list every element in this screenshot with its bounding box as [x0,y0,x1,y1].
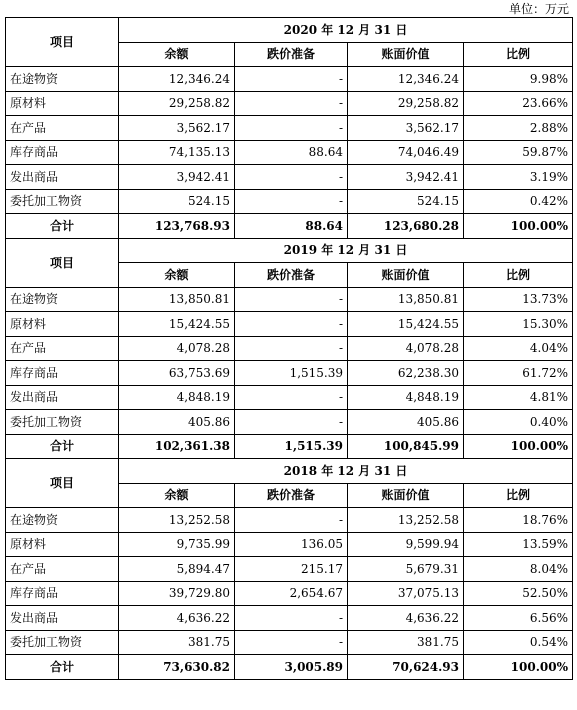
row-balance: 4,848.19 [119,385,235,410]
row-ratio: 4.04% [464,336,573,361]
row-name: 委托加工物资 [6,630,119,655]
balance-column-header: 余额 [119,263,235,288]
total-balance: 102,361.38 [119,434,235,459]
row-book-value: 405.86 [348,410,464,435]
table-row [6,91,573,116]
row-ratio: 15.30% [464,312,573,337]
row-book-value: 381.75 [348,630,464,655]
total-label: 合计 [6,655,119,680]
total-ratio: 100.00% [464,214,573,239]
total-reserve: 1,515.39 [235,434,348,459]
table-row [6,189,573,214]
row-book-value: 9,599.94 [348,532,464,557]
row-name: 原材料 [6,312,119,337]
row-name: 在产品 [6,557,119,582]
table-row [6,312,573,337]
table-row [6,165,573,190]
section-header-row [6,459,573,484]
balance-column-header: 余额 [119,483,235,508]
item-column-header: 项目 [6,18,119,67]
row-name: 库存商品 [6,140,119,165]
row-ratio: 59.87% [464,140,573,165]
row-name: 委托加工物资 [6,189,119,214]
table-row [6,287,573,312]
row-reserve: 1,515.39 [235,361,348,386]
inventory-table [5,17,573,680]
ratio-column-header: 比例 [464,263,573,288]
row-book-value: 13,252.58 [348,508,464,533]
row-balance: 5,894.47 [119,557,235,582]
row-name: 在产品 [6,336,119,361]
row-reserve: - [235,91,348,116]
section-header-row [6,238,573,263]
total-label: 合计 [6,434,119,459]
row-book-value: 12,346.24 [348,67,464,92]
row-name: 原材料 [6,91,119,116]
table-row [6,557,573,582]
row-reserve: 215.17 [235,557,348,582]
table-row [6,67,573,92]
section-date-header: 2019 年 12 月 31 日 [119,238,573,263]
total-reserve: 3,005.89 [235,655,348,680]
row-name: 原材料 [6,532,119,557]
row-book-value: 4,848.19 [348,385,464,410]
row-ratio: 0.42% [464,189,573,214]
row-balance: 524.15 [119,189,235,214]
section-date-header: 2018 年 12 月 31 日 [119,459,573,484]
total-book-value: 70,624.93 [348,655,464,680]
book-value-column-header: 账面价值 [348,483,464,508]
row-name: 库存商品 [6,581,119,606]
row-ratio: 8.04% [464,557,573,582]
table-row [6,581,573,606]
row-reserve: - [235,410,348,435]
row-reserve: 88.64 [235,140,348,165]
row-reserve: - [235,165,348,190]
row-book-value: 15,424.55 [348,312,464,337]
row-name: 在产品 [6,116,119,141]
ratio-column-header: 比例 [464,483,573,508]
row-ratio: 18.76% [464,508,573,533]
row-reserve: - [235,630,348,655]
book-value-column-header: 账面价值 [348,263,464,288]
ratio-column-header: 比例 [464,42,573,67]
row-balance: 405.86 [119,410,235,435]
row-reserve: 136.05 [235,532,348,557]
table-row [6,630,573,655]
table-row [6,361,573,386]
total-reserve: 88.64 [235,214,348,239]
inventory-table-body [6,18,573,680]
row-book-value: 3,942.41 [348,165,464,190]
row-reserve: - [235,189,348,214]
total-row [6,434,573,459]
row-ratio: 4.81% [464,385,573,410]
row-book-value: 62,238.30 [348,361,464,386]
item-column-header: 项目 [6,459,119,508]
book-value-column-header: 账面价值 [348,42,464,67]
table-row [6,606,573,631]
row-balance: 3,562.17 [119,116,235,141]
total-ratio: 100.00% [464,434,573,459]
total-ratio: 100.00% [464,655,573,680]
row-balance: 29,258.82 [119,91,235,116]
table-row [6,532,573,557]
section-header-row [6,18,573,43]
row-balance: 74,135.13 [119,140,235,165]
row-reserve: - [235,312,348,337]
row-balance: 13,252.58 [119,508,235,533]
row-name: 发出商品 [6,606,119,631]
row-reserve: - [235,287,348,312]
row-name: 发出商品 [6,165,119,190]
row-ratio: 9.98% [464,67,573,92]
total-balance: 73,630.82 [119,655,235,680]
total-row [6,655,573,680]
row-name: 库存商品 [6,361,119,386]
total-label: 合计 [6,214,119,239]
row-balance: 13,850.81 [119,287,235,312]
row-reserve: 2,654.67 [235,581,348,606]
row-reserve: - [235,336,348,361]
row-book-value: 29,258.82 [348,91,464,116]
item-column-header: 项目 [6,238,119,287]
row-balance: 39,729.80 [119,581,235,606]
row-balance: 3,942.41 [119,165,235,190]
row-name: 在途物资 [6,287,119,312]
row-book-value: 4,636.22 [348,606,464,631]
row-ratio: 3.19% [464,165,573,190]
row-ratio: 2.88% [464,116,573,141]
row-reserve: - [235,606,348,631]
section-date-header: 2020 年 12 月 31 日 [119,18,573,43]
table-row [6,508,573,533]
row-name: 发出商品 [6,385,119,410]
table-row [6,410,573,435]
row-book-value: 5,679.31 [348,557,464,582]
total-balance: 123,768.93 [119,214,235,239]
total-book-value: 100,845.99 [348,434,464,459]
row-ratio: 52.50% [464,581,573,606]
total-book-value: 123,680.28 [348,214,464,239]
row-reserve: - [235,67,348,92]
row-balance: 381.75 [119,630,235,655]
reserve-column-header: 跌价准备 [235,263,348,288]
row-book-value: 37,075.13 [348,581,464,606]
row-book-value: 13,850.81 [348,287,464,312]
table-row [6,140,573,165]
row-ratio: 0.54% [464,630,573,655]
row-name: 在途物资 [6,508,119,533]
row-balance: 4,078.28 [119,336,235,361]
row-balance: 63,753.69 [119,361,235,386]
row-book-value: 74,046.49 [348,140,464,165]
row-ratio: 13.59% [464,532,573,557]
table-row [6,116,573,141]
row-name: 委托加工物资 [6,410,119,435]
table-row [6,385,573,410]
row-ratio: 23.66% [464,91,573,116]
total-row [6,214,573,239]
table-row [6,336,573,361]
balance-column-header: 余额 [119,42,235,67]
row-ratio: 6.56% [464,606,573,631]
row-reserve: - [235,508,348,533]
row-book-value: 4,078.28 [348,336,464,361]
row-reserve: - [235,116,348,141]
row-book-value: 3,562.17 [348,116,464,141]
row-balance: 9,735.99 [119,532,235,557]
row-ratio: 0.40% [464,410,573,435]
row-ratio: 61.72% [464,361,573,386]
unit-label: 单位：万元 [508,2,569,16]
reserve-column-header: 跌价准备 [235,483,348,508]
row-name: 在途物资 [6,67,119,92]
row-balance: 12,346.24 [119,67,235,92]
row-book-value: 524.15 [348,189,464,214]
row-balance: 4,636.22 [119,606,235,631]
row-balance: 15,424.55 [119,312,235,337]
row-ratio: 13.73% [464,287,573,312]
reserve-column-header: 跌价准备 [235,42,348,67]
row-reserve: - [235,385,348,410]
